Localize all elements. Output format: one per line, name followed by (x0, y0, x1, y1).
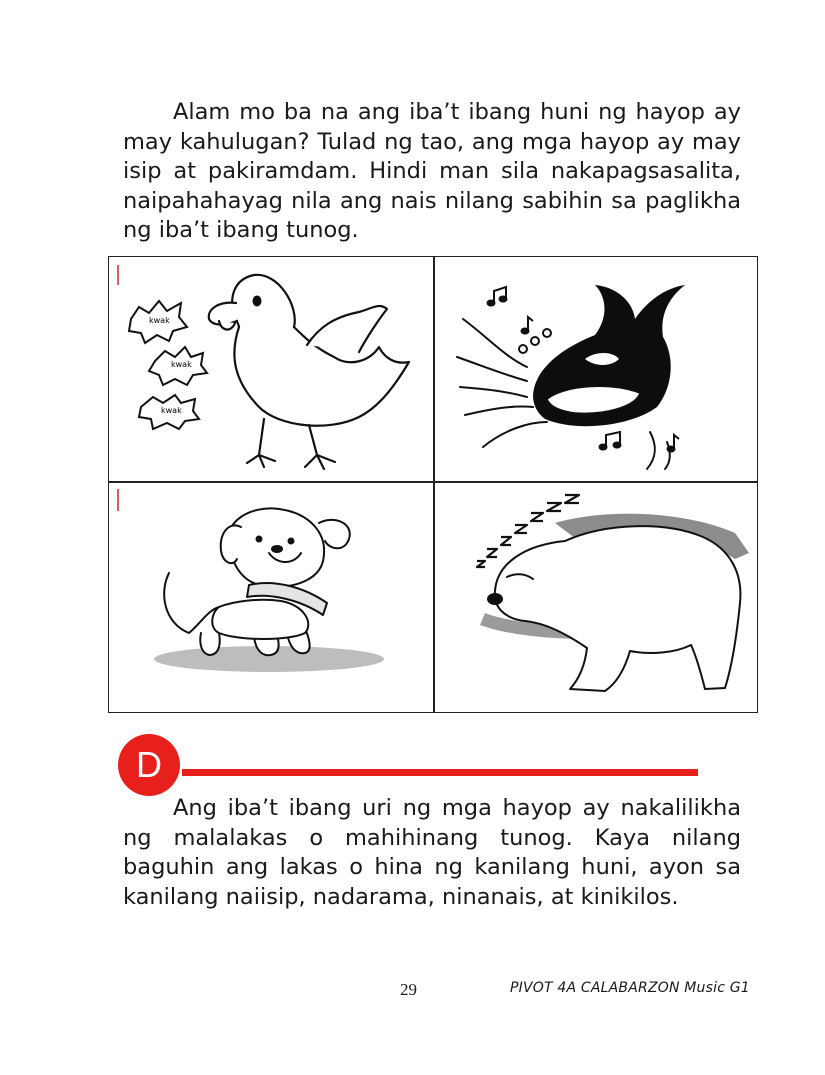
dog-drawing (109, 483, 433, 712)
illustration-grid (108, 256, 758, 713)
duck-sound-2: kwak (171, 360, 192, 369)
body-text: Ang iba’t ibang uri ng mga hayop ay nakalilikha ng malalakas o mahihinang tunog. Kaya nilang baguhin ang lakas o hina ng kanilang huni, ayon sa kanilang naiisip, nadarama, ninanais, at kinikilos. (123, 795, 741, 910)
section-rule (182, 769, 698, 776)
polar-bear-illustration (435, 483, 757, 712)
orca-drawing (435, 257, 757, 481)
page-number: 29 (400, 980, 417, 999)
intro-text: Alam mo ba na ang iba’t ibang huni ng hayop ay may kahulugan? Tulad ng tao, ang mga hayop ay may isip at pakiramdam. Hindi man sila nakapagsasalita, naipahahayag nila ang nais nilang sabihin sa paglikha ng iba’t ibang tunog. (123, 99, 741, 243)
intro-paragraph (123, 98, 741, 246)
body-paragraph (123, 794, 741, 912)
dog-illustration (109, 483, 433, 712)
polar-bear-drawing (435, 483, 757, 712)
orca-illustration (435, 257, 757, 481)
duck-sound-1: kwak (149, 316, 170, 325)
section-letter-badge: D (118, 734, 180, 796)
duck-illustration (109, 257, 433, 481)
duck-sound-3: kwak (161, 406, 182, 415)
duck-drawing (109, 257, 433, 481)
footer-series: PIVOT 4A CALABARZON Music G1 (510, 980, 750, 996)
